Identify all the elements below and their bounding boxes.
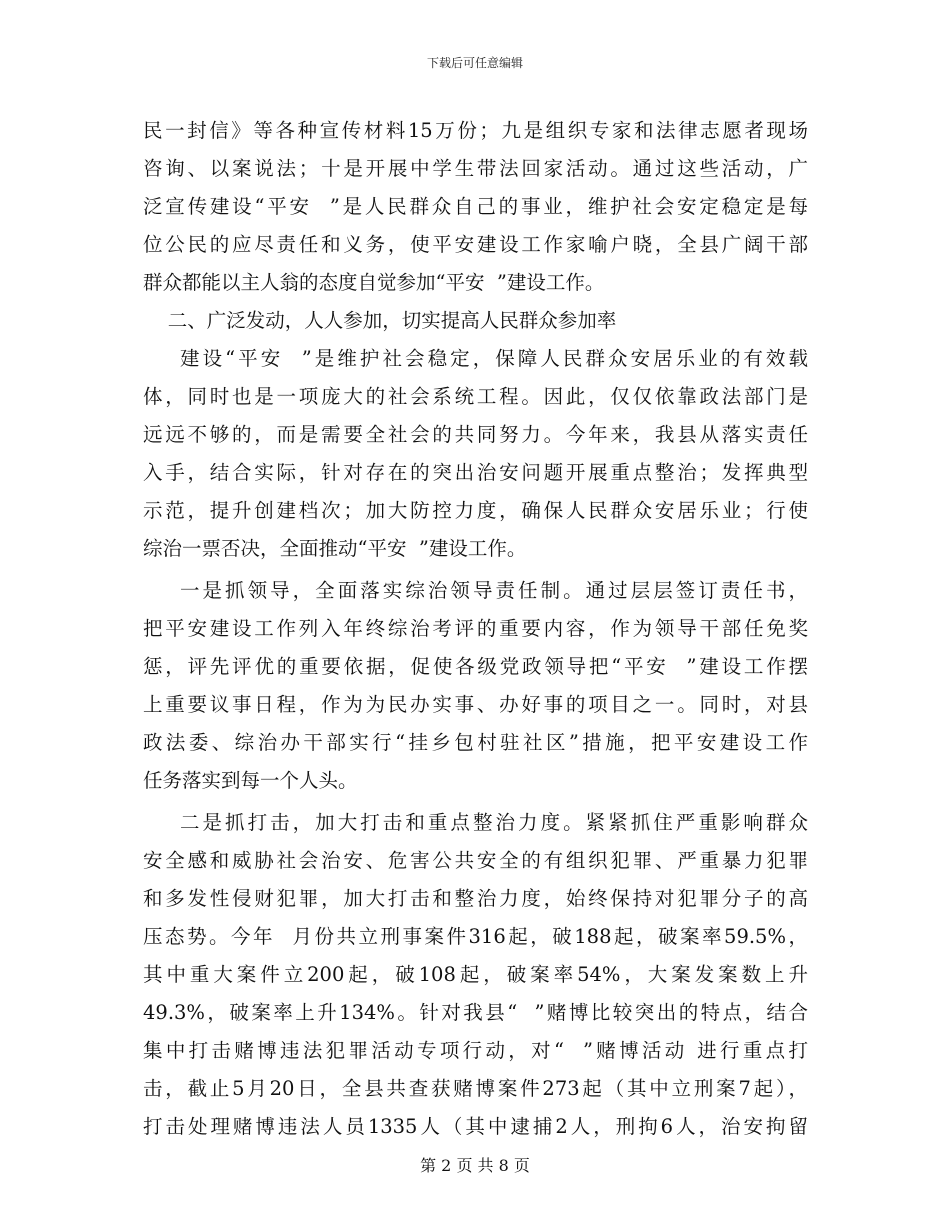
text-line: 二是抓打击，加大打击和重点整治力度。紧紧抓住严重影响群众 — [143, 811, 808, 834]
text-line: 入手，结合实际，针对存在的突出治安问题开展重点整治；发挥典型 — [143, 461, 808, 484]
document-body — [143, 112, 808, 1146]
text-line: 惩，评先评优的重要依据，促使各级党政领导把“平安 ”建设工作摆 — [143, 655, 808, 678]
page-footer: 第 2 页 共 8 页 — [420, 1156, 530, 1175]
text-line: 把平安建设工作列入年终综治考评的重要内容，作为领导干部任免奖 — [143, 617, 808, 640]
page-header: 下载后可任意编辑 — [426, 56, 523, 70]
text-line: 综治一票否决，全面推动“平安 ”建设工作。 — [143, 537, 527, 560]
text-line: 压态势。今年 月份共立刑事案件316起，破188起，破案率59.5%， — [143, 925, 808, 948]
text-line: 49.3%，破案率上升134%。针对我县“ ”赌博比较突出的特点，结合 — [143, 1001, 808, 1024]
text-line: 一是抓领导，全面落实综治领导责任制。通过层层签订责任书， — [143, 579, 808, 602]
text-line: 远远不够的，而是需要全社会的共同努力。今年来，我县从落实责任 — [143, 423, 808, 446]
text-line: 示范，提升创建档次；加大防控力度，确保人民群众安居乐业；行使 — [143, 499, 808, 522]
text-line: 击，截止5月20日，全县共查获赌博案件273起（其中立刑案7起）， — [143, 1077, 808, 1100]
text-line: 政法委、综治办干部实行“挂乡包村驻社区”措施，把平安建设工作 — [143, 731, 808, 754]
text-line: 集中打击赌博违法犯罪活动专项行动，对“ ”赌博活动 进行重点打 — [143, 1039, 808, 1062]
text-line: 群众都能以主人翁的态度自觉参加“平安 ”建设工作。 — [143, 271, 605, 294]
text-line: 体，同时也是一项庞大的社会系统工程。因此，仅仅依靠政法部门是 — [143, 385, 808, 408]
text-line: 位公民的应尽责任和义务，使平安建设工作家喻户晓，全县广阔干部 — [143, 233, 808, 256]
text-line: 任务落实到每一个人头。 — [143, 769, 358, 792]
text-line: 和多发性侵财犯罪，加大打击和整治力度，始终保持对犯罪分子的高 — [143, 887, 808, 910]
text-line: 建设“平安 ”是维护社会稳定，保障人民群众安居乐业的有效载 — [143, 347, 808, 370]
text-line: 泛宣传建设“平安 ”是人民群众自己的事业，维护社会安定稳定是每 — [143, 195, 808, 218]
text-line: 上重要议事日程，作为为民办实事、办好事的项目之一。同时，对县 — [143, 693, 808, 716]
text-line: 其中重大案件立200起，破108起，破案率54%，大案发案数上升 — [143, 963, 808, 986]
section-heading: 二、广泛发动，人人参加，切实提高人民群众参加率 — [143, 309, 617, 332]
text-line: 民一封信》等各种宣传材料15万份；九是组织专家和法律志愿者现场 — [143, 119, 808, 142]
text-line: 咨询、以案说法；十是开展中学生带法回家活动。通过这些活动，广 — [143, 157, 808, 180]
text-line: 打击处理赌博违法人员1335人（其中逮捕2人，刑拘6人，治安拘留 — [143, 1115, 808, 1138]
text-line: 安全感和威胁社会治安、危害公共安全的有组织犯罪、严重暴力犯罪 — [143, 849, 808, 872]
